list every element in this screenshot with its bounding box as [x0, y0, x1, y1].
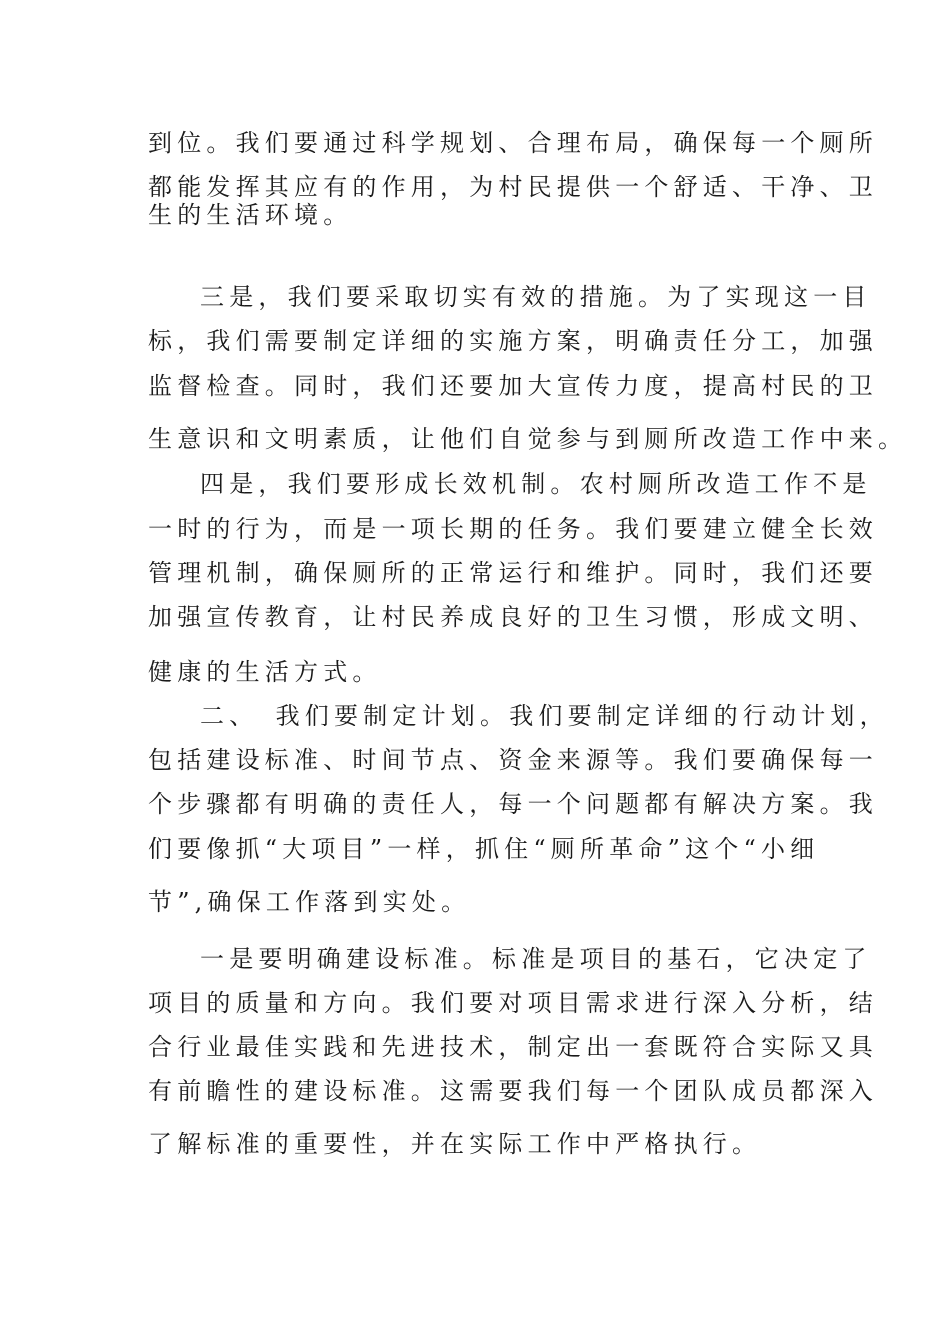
text-line: 包括建设标准、时间节点、资金来源等。我们要确保每一: [148, 746, 878, 774]
text-line: 生意识和文明素质，让他们自觉参与到厕所改造工作中来。: [148, 425, 908, 453]
text-line: 健康的生活方式。: [148, 658, 382, 686]
text-line: 项目的质量和方向。我们要对项目需求进行深入分析，结: [148, 989, 878, 1017]
text-line: 监督检查。同时，我们还要加大宣传力度，提高村民的卫: [148, 372, 878, 400]
text-line: 都能发挥其应有的作用，为村民提供一个舒适、干净、卫: [148, 173, 878, 201]
text-line: 三是，我们要采取切实有效的措施。为了实现这一目: [200, 283, 872, 311]
text-line: 们要像抓“大项目”一样，抓住“厕所革命”这个“小细: [148, 835, 820, 863]
text-line: 管理机制，确保厕所的正常运行和维护。同时，我们还要: [148, 559, 878, 587]
text-line: 二、 我们要制定计划。我们要制定详细的行动计划，: [200, 702, 889, 730]
text-line: 合行业最佳实践和先进技术，制定出一套既符合实际又具: [148, 1033, 878, 1061]
text-line: 标，我们需要制定详细的实施方案，明确责任分工，加强: [148, 327, 878, 355]
text-line: 四是，我们要形成长效机制。农村厕所改造工作不是: [200, 470, 872, 498]
text-line: 个步骤都有明确的责任人，每一个问题都有解决方案。我: [148, 790, 878, 818]
text-line: 一是要明确建设标准。标准是项目的基石，它决定了: [200, 945, 872, 973]
text-line: 了解标准的重要性，并在实际工作中严格执行。: [148, 1130, 762, 1158]
text-line: 有前瞻性的建设标准。这需要我们每一个团队成员都深入: [148, 1077, 878, 1105]
text-line: 加强宣传教育，让村民养成良好的卫生习惯，形成文明、: [148, 603, 878, 631]
text-line: 生的生活环境。: [148, 201, 353, 229]
text-line: 到位。我们要通过科学规划、合理布局，确保每一个厕所: [148, 129, 878, 157]
text-line: 一时的行为，而是一项长期的任务。我们要建立健全长效: [148, 515, 878, 543]
text-line: 节”,确保工作落到实处。: [148, 888, 471, 916]
